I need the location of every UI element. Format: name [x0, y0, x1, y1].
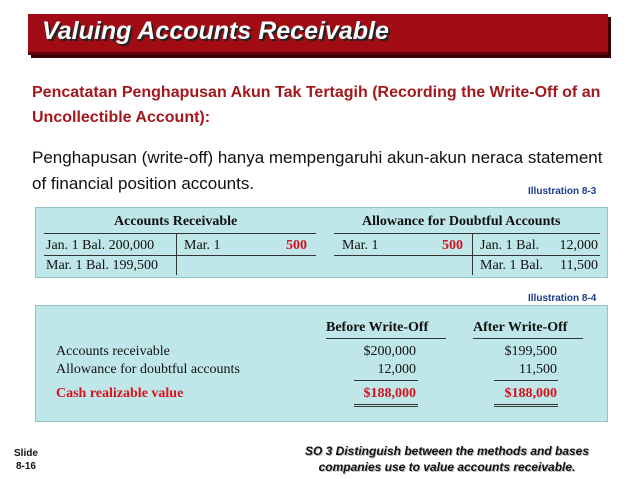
slide-number-value: 8-16 [15, 461, 36, 472]
col-before-rule [326, 338, 446, 339]
ar-header: Accounts Receivable [114, 214, 238, 229]
slide-title: Valuing Accounts Receivable [42, 17, 389, 45]
row-ar-label: Accounts receivable [56, 344, 170, 359]
body-text: Penghapusan (write-off) hanya mempengaruhi akun-akun neraca statement of financial position accounts. [32, 148, 603, 193]
col-after-rule [473, 338, 583, 339]
ar-mid-rule [44, 255, 316, 256]
row-crv-label: Cash realizable value [56, 386, 184, 401]
illustration-label-2: Illustration 8-4 [528, 293, 597, 304]
col-before-header: Before Write-Off [326, 320, 429, 335]
slide-number [14, 447, 38, 473]
row-allowance-label: Allowance for doubtful accounts [56, 362, 240, 377]
allowance-mid-rule [334, 255, 600, 256]
subheading: Pencatatan Penghapusan Akun Tak Tertagih (Recording the Write-Off of an Uncollectible Account): [32, 84, 601, 126]
after-subtotal-rule [494, 380, 558, 381]
row-ar-before: $200,000 [363, 344, 416, 359]
t-account-panel [35, 207, 608, 278]
ar-credit-row1-value: 500 [286, 238, 307, 253]
allowance-debit-row1-value: 500 [442, 238, 463, 253]
comparison-panel [35, 305, 608, 422]
allowance-credit-row1-value: 12,000 [559, 238, 598, 253]
ar-debit-row1: Jan. 1 Bal. 200,000 [46, 238, 155, 253]
row-crv-after: $188,000 [504, 386, 557, 401]
col-after-header: After Write-Off [473, 320, 568, 335]
slide-label: Slide [14, 448, 38, 459]
study-objective: SO 3 Distinguish between the methods and bases companies use to value accounts receivable. [304, 444, 590, 474]
allowance-credit-row2-label: Mar. 1 Bal. [480, 258, 543, 273]
allowance-header: Allowance for Doubtful Accounts [362, 214, 561, 229]
ar-divider [176, 233, 177, 275]
before-total-rule-1 [354, 404, 418, 405]
after-total-rule-2 [494, 406, 558, 407]
row-crv-before: $188,000 [363, 386, 416, 401]
row-ar-after: $199,500 [504, 344, 557, 359]
illustration-label-1: Illustration 8-3 [528, 186, 597, 197]
allowance-top-rule [334, 233, 600, 234]
before-subtotal-rule [354, 380, 418, 381]
allowance-credit-row2-value: 11,500 [560, 258, 598, 273]
allowance-debit-row1-label: Mar. 1 [342, 238, 379, 253]
allowance-divider [472, 233, 473, 275]
ar-debit-row2: Mar. 1 Bal. 199,500 [46, 258, 158, 273]
ar-credit-row1-label: Mar. 1 [184, 238, 221, 253]
row-allowance-before: 12,000 [377, 362, 416, 377]
ar-top-rule [44, 233, 316, 234]
title-bar [28, 14, 608, 55]
before-total-rule-2 [354, 406, 418, 407]
row-allowance-after: 11,500 [519, 362, 557, 377]
allowance-credit-row1-label: Jan. 1 Bal. [480, 238, 540, 253]
after-total-rule-1 [494, 404, 558, 405]
